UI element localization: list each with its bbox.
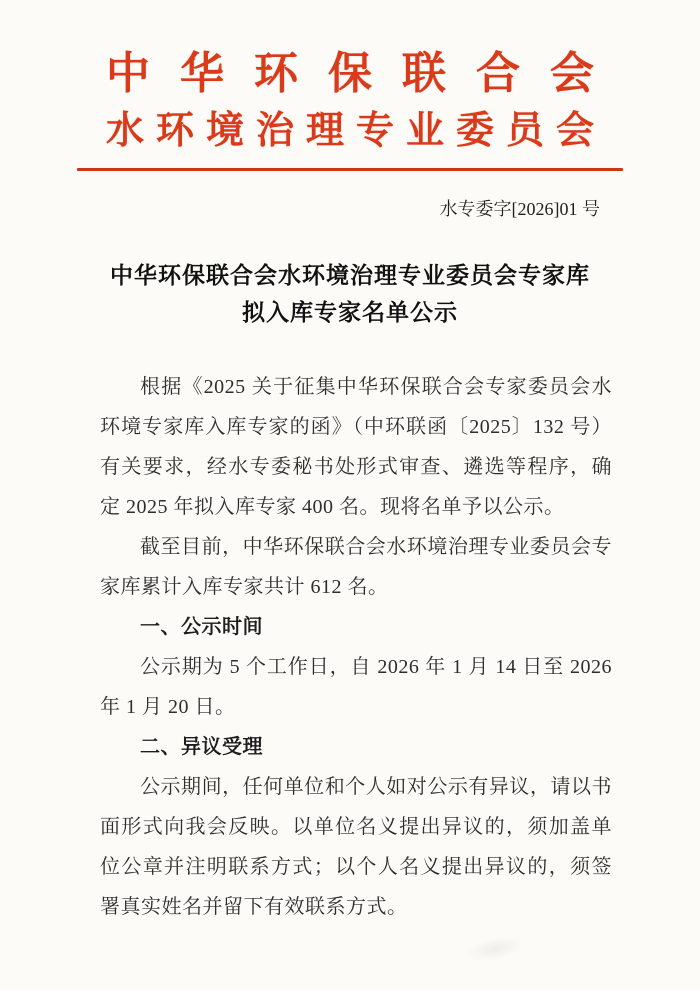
section-heading-publicity-period: 一、公示时间 bbox=[140, 616, 263, 638]
document-number: 水专委字[2026]01 号 bbox=[439, 199, 600, 219]
paragraph-total-count: 截至目前，中华环保联合会水环境治理专业委员会专家库累计入库专家共计 612 名。 bbox=[100, 536, 612, 598]
paragraph-publicity-period: 公示期为 5 个工作日，自 2026 年 1 月 14 日至 2026 年 1 月 20 日。 bbox=[100, 656, 612, 718]
letterhead-committee-name: 水环境治理专业委员会 bbox=[105, 110, 606, 152]
letterhead-org-name: 中华环保联合会 bbox=[106, 49, 624, 98]
paragraph-objection-handling: 公示期间，任何单位和个人如对公示有异议，请以书面形式向我会反映。以单位名义提出异议的，须加盖单位公章并注明联系方式；以个人名义提出异议的，须签署真实姓名并留下有效联系方式。 bbox=[100, 776, 612, 918]
notice-title-line2: 拟入库专家名单公示 bbox=[242, 300, 458, 325]
scan-artifact-smudge bbox=[463, 932, 526, 966]
letterhead bbox=[0, 0, 700, 155]
notice-body bbox=[100, 367, 612, 927]
letterhead-divider-rule bbox=[77, 168, 623, 171]
section-heading-objection-handling: 二、异议受理 bbox=[140, 736, 263, 758]
notice-title bbox=[0, 257, 700, 331]
notice-title-line1: 中华环保联合会水环境治理专业委员会专家库 bbox=[110, 263, 590, 288]
paragraph-basis: 根据《2025 关于征集中华环保联合会专家委员会水环境专家库入库专家的函》（中环联函〔2025〕132 号）有关要求，经水专委秘书处形式审查、遴选等程序，确定 2025 年拟入库专家 400 名。现将名单予以公示。 bbox=[100, 376, 612, 518]
